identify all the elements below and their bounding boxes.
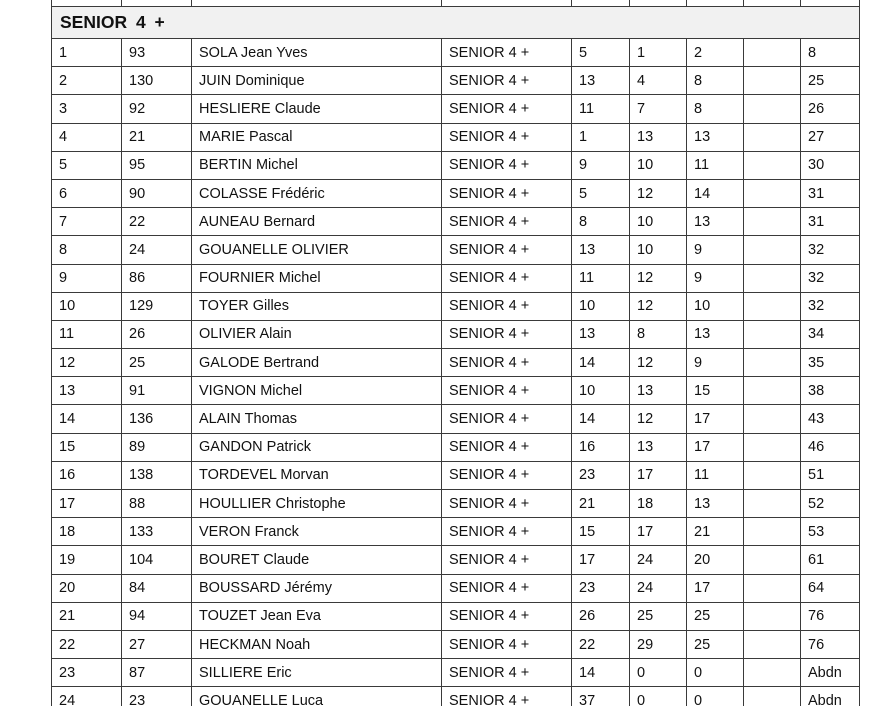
round-3-score-cell: 10 [687,292,744,320]
round-3-score-cell: 11 [687,151,744,179]
category-cell: SENIOR 4 + [442,574,572,602]
bib-number-cell: 86 [122,264,192,292]
bib-number-cell: 138 [122,461,192,489]
round-2-score-cell: 29 [630,630,687,658]
round-1-score-cell: 37 [572,687,630,706]
rank-cell: 6 [52,179,122,207]
round-1-score-cell: 15 [572,518,630,546]
round-1-score-cell: 14 [572,659,630,687]
rank-cell: 14 [52,405,122,433]
rank-cell: 12 [52,349,122,377]
total-score-cell: 26 [801,95,860,123]
category-cell: SENIOR 4 + [442,490,572,518]
round-3-score-cell: 17 [687,405,744,433]
round-2-score-cell: 7 [630,95,687,123]
round-2-score-cell: 8 [630,320,687,348]
bib-number-cell: 89 [122,433,192,461]
round-1-score-cell: 5 [572,179,630,207]
round-3-score-cell: 13 [687,208,744,236]
rank-cell: 11 [52,320,122,348]
bib-number-cell: 21 [122,123,192,151]
table-row [52,236,860,264]
table-row [52,320,860,348]
competitor-name-cell: GALODE Bertrand [192,349,442,377]
round-4-score-cell [744,39,801,67]
competitor-name-cell: VIGNON Michel [192,377,442,405]
competitor-name-cell: BERTIN Michel [192,151,442,179]
rank-cell: 5 [52,151,122,179]
round-2-score-cell: 17 [630,461,687,489]
round-4-score-cell [744,151,801,179]
competitor-name-cell: BOURET Claude [192,546,442,574]
competitor-name-cell: MARIE Pascal [192,123,442,151]
category-cell: SENIOR 4 + [442,630,572,658]
round-1-score-cell: 13 [572,236,630,264]
round-1-score-cell: 21 [572,490,630,518]
table-row [52,264,860,292]
competitor-name-cell: JUIN Dominique [192,67,442,95]
bib-number-cell: 23 [122,687,192,706]
round-2-score-cell: 10 [630,151,687,179]
rank-cell: 2 [52,67,122,95]
table-row [52,602,860,630]
category-cell: SENIOR 4 + [442,518,572,546]
bib-number-cell: 90 [122,179,192,207]
rank-cell: 17 [52,490,122,518]
round-2-score-cell: 12 [630,349,687,377]
rank-cell: 24 [52,687,122,706]
round-3-score-cell: 2 [687,39,744,67]
rank-cell: 13 [52,377,122,405]
total-score-cell: 64 [801,574,860,602]
round-2-score-cell: 17 [630,518,687,546]
category-cell: SENIOR 4 + [442,687,572,706]
round-4-score-cell [744,574,801,602]
table-row [52,67,860,95]
total-score-cell: 76 [801,602,860,630]
round-1-score-cell: 8 [572,208,630,236]
round-3-score-cell: 11 [687,461,744,489]
competitor-name-cell: TOYER Gilles [192,292,442,320]
round-3-score-cell: 13 [687,320,744,348]
category-cell: SENIOR 4 + [442,95,572,123]
table-row [52,687,860,706]
bib-number-cell: 24 [122,236,192,264]
round-2-score-cell: 12 [630,292,687,320]
round-1-score-cell: 26 [572,602,630,630]
round-4-score-cell [744,490,801,518]
round-4-score-cell [744,320,801,348]
round-2-score-cell: 0 [630,687,687,706]
bib-number-cell: 92 [122,95,192,123]
bib-number-cell: 27 [122,630,192,658]
bib-number-cell: 94 [122,602,192,630]
competitor-name-cell: HECKMAN Noah [192,630,442,658]
bib-number-cell: 26 [122,320,192,348]
rank-cell: 1 [52,39,122,67]
competitor-name-cell: OLIVIER Alain [192,320,442,348]
round-4-score-cell [744,264,801,292]
category-cell: SENIOR 4 + [442,377,572,405]
round-1-score-cell: 13 [572,320,630,348]
total-score-cell: 27 [801,123,860,151]
round-4-score-cell [744,349,801,377]
round-2-score-cell: 18 [630,490,687,518]
total-score-cell: 25 [801,67,860,95]
rank-cell: 4 [52,123,122,151]
category-cell: SENIOR 4 + [442,236,572,264]
competitor-name-cell: VERON Franck [192,518,442,546]
total-score-cell: 32 [801,292,860,320]
round-3-score-cell: 20 [687,546,744,574]
competitor-name-cell: GOUANELLE Luca [192,687,442,706]
round-3-score-cell: 8 [687,95,744,123]
round-1-score-cell: 14 [572,349,630,377]
competitor-name-cell: BOUSSARD Jérémy [192,574,442,602]
table-row [52,574,860,602]
total-score-cell: Abdn [801,659,860,687]
round-3-score-cell: 25 [687,602,744,630]
competitor-name-cell: TOUZET Jean Eva [192,602,442,630]
table-row [52,349,860,377]
total-score-cell: 30 [801,151,860,179]
round-4-score-cell [744,687,801,706]
table-row [52,405,860,433]
round-3-score-cell: 9 [687,236,744,264]
round-3-score-cell: 17 [687,574,744,602]
table-row [52,433,860,461]
rank-cell: 21 [52,602,122,630]
round-1-score-cell: 10 [572,377,630,405]
table-row [52,179,860,207]
section-title-cell [52,7,860,39]
category-cell: SENIOR 4 + [442,602,572,630]
round-3-score-cell: 17 [687,433,744,461]
total-score-cell: 32 [801,264,860,292]
round-2-score-cell: 24 [630,546,687,574]
section-header-row [52,7,860,39]
round-1-score-cell: 16 [572,433,630,461]
bib-number-cell: 136 [122,405,192,433]
round-1-score-cell: 14 [572,405,630,433]
round-2-score-cell: 13 [630,123,687,151]
total-score-cell: 32 [801,236,860,264]
category-cell: SENIOR 4 + [442,208,572,236]
total-score-cell: 31 [801,179,860,207]
category-cell: SENIOR 4 + [442,292,572,320]
round-4-score-cell [744,377,801,405]
rank-cell: 9 [52,264,122,292]
table-row [52,292,860,320]
round-2-score-cell: 1 [630,39,687,67]
round-1-score-cell: 23 [572,461,630,489]
category-cell: SENIOR 4 + [442,179,572,207]
round-4-score-cell [744,208,801,236]
round-1-score-cell: 11 [572,95,630,123]
rank-cell: 18 [52,518,122,546]
round-4-score-cell [744,659,801,687]
rank-cell: 23 [52,659,122,687]
round-3-score-cell: 0 [687,659,744,687]
bib-number-cell: 22 [122,208,192,236]
round-2-score-cell: 13 [630,433,687,461]
table-row [52,490,860,518]
competitor-name-cell: GOUANELLE OLIVIER [192,236,442,264]
bib-number-cell: 93 [122,39,192,67]
total-score-cell: 52 [801,490,860,518]
round-4-score-cell [744,95,801,123]
competitor-name-cell: COLASSE Frédéric [192,179,442,207]
round-2-score-cell: 25 [630,602,687,630]
total-score-cell: 35 [801,349,860,377]
round-4-score-cell [744,405,801,433]
round-3-score-cell: 25 [687,630,744,658]
round-1-score-cell: 13 [572,67,630,95]
bib-number-cell: 88 [122,490,192,518]
table-row [52,39,860,67]
category-cell: SENIOR 4 + [442,461,572,489]
table-row [52,151,860,179]
bib-number-cell: 133 [122,518,192,546]
total-score-cell: 34 [801,320,860,348]
category-cell: SENIOR 4 + [442,123,572,151]
total-score-cell: 31 [801,208,860,236]
total-score-cell: Abdn [801,687,860,706]
category-cell: SENIOR 4 + [442,264,572,292]
rank-cell: 10 [52,292,122,320]
total-score-cell: 53 [801,518,860,546]
round-4-score-cell [744,602,801,630]
category-cell: SENIOR 4 + [442,349,572,377]
bib-number-cell: 84 [122,574,192,602]
total-score-cell: 38 [801,377,860,405]
round-2-score-cell: 10 [630,208,687,236]
round-3-score-cell: 13 [687,490,744,518]
round-3-score-cell: 15 [687,377,744,405]
round-2-score-cell: 4 [630,67,687,95]
rank-cell: 19 [52,546,122,574]
table-row [52,208,860,236]
round-4-score-cell [744,433,801,461]
round-2-score-cell: 10 [630,236,687,264]
competitor-name-cell: HOULLIER Christophe [192,490,442,518]
competitor-name-cell: HESLIERE Claude [192,95,442,123]
rank-cell: 8 [52,236,122,264]
bib-number-cell: 95 [122,151,192,179]
total-score-cell: 46 [801,433,860,461]
total-score-cell: 43 [801,405,860,433]
table-row [52,377,860,405]
total-score-cell: 8 [801,39,860,67]
round-4-score-cell [744,518,801,546]
results-table [51,0,860,706]
round-1-score-cell: 5 [572,39,630,67]
round-4-score-cell [744,630,801,658]
bib-number-cell: 25 [122,349,192,377]
round-2-score-cell: 13 [630,377,687,405]
category-cell: SENIOR 4 + [442,546,572,574]
round-2-score-cell: 12 [630,179,687,207]
competitor-name-cell: GANDON Patrick [192,433,442,461]
rank-cell: 20 [52,574,122,602]
competitor-name-cell: ALAIN Thomas [192,405,442,433]
round-3-score-cell: 9 [687,349,744,377]
competitor-name-cell: AUNEAU Bernard [192,208,442,236]
rank-cell: 22 [52,630,122,658]
section-title: SENIOR 4 + [60,12,165,32]
table-row [52,461,860,489]
table-row [52,659,860,687]
round-3-score-cell: 9 [687,264,744,292]
table-row [52,546,860,574]
table-row [52,630,860,658]
round-4-score-cell [744,292,801,320]
table-row [52,123,860,151]
round-2-score-cell: 24 [630,574,687,602]
round-3-score-cell: 0 [687,687,744,706]
category-cell: SENIOR 4 + [442,405,572,433]
table-row [52,95,860,123]
round-3-score-cell: 8 [687,67,744,95]
round-1-score-cell: 10 [572,292,630,320]
total-score-cell: 61 [801,546,860,574]
category-cell: SENIOR 4 + [442,320,572,348]
round-3-score-cell: 13 [687,123,744,151]
rank-cell: 16 [52,461,122,489]
bib-number-cell: 91 [122,377,192,405]
bib-number-cell: 130 [122,67,192,95]
category-cell: SENIOR 4 + [442,433,572,461]
total-score-cell: 51 [801,461,860,489]
category-cell: SENIOR 4 + [442,39,572,67]
rank-cell: 7 [52,208,122,236]
table-row [52,518,860,546]
round-3-score-cell: 14 [687,179,744,207]
competitor-name-cell: SOLA Jean Yves [192,39,442,67]
round-2-score-cell: 12 [630,264,687,292]
competitor-name-cell: SILLIERE Eric [192,659,442,687]
round-4-score-cell [744,546,801,574]
round-4-score-cell [744,67,801,95]
round-4-score-cell [744,179,801,207]
round-4-score-cell [744,123,801,151]
round-2-score-cell: 0 [630,659,687,687]
round-2-score-cell: 12 [630,405,687,433]
competitor-name-cell: TORDEVEL Morvan [192,461,442,489]
rank-cell: 3 [52,95,122,123]
round-1-score-cell: 17 [572,546,630,574]
rank-cell: 15 [52,433,122,461]
bib-number-cell: 104 [122,546,192,574]
round-4-score-cell [744,236,801,264]
category-cell: SENIOR 4 + [442,151,572,179]
round-3-score-cell: 21 [687,518,744,546]
category-cell: SENIOR 4 + [442,659,572,687]
round-1-score-cell: 1 [572,123,630,151]
competitor-name-cell: FOURNIER Michel [192,264,442,292]
round-1-score-cell: 11 [572,264,630,292]
total-score-cell: 76 [801,630,860,658]
category-cell: SENIOR 4 + [442,67,572,95]
round-1-score-cell: 22 [572,630,630,658]
results-body [52,0,860,706]
round-4-score-cell [744,461,801,489]
round-1-score-cell: 9 [572,151,630,179]
round-1-score-cell: 23 [572,574,630,602]
bib-number-cell: 87 [122,659,192,687]
bib-number-cell: 129 [122,292,192,320]
